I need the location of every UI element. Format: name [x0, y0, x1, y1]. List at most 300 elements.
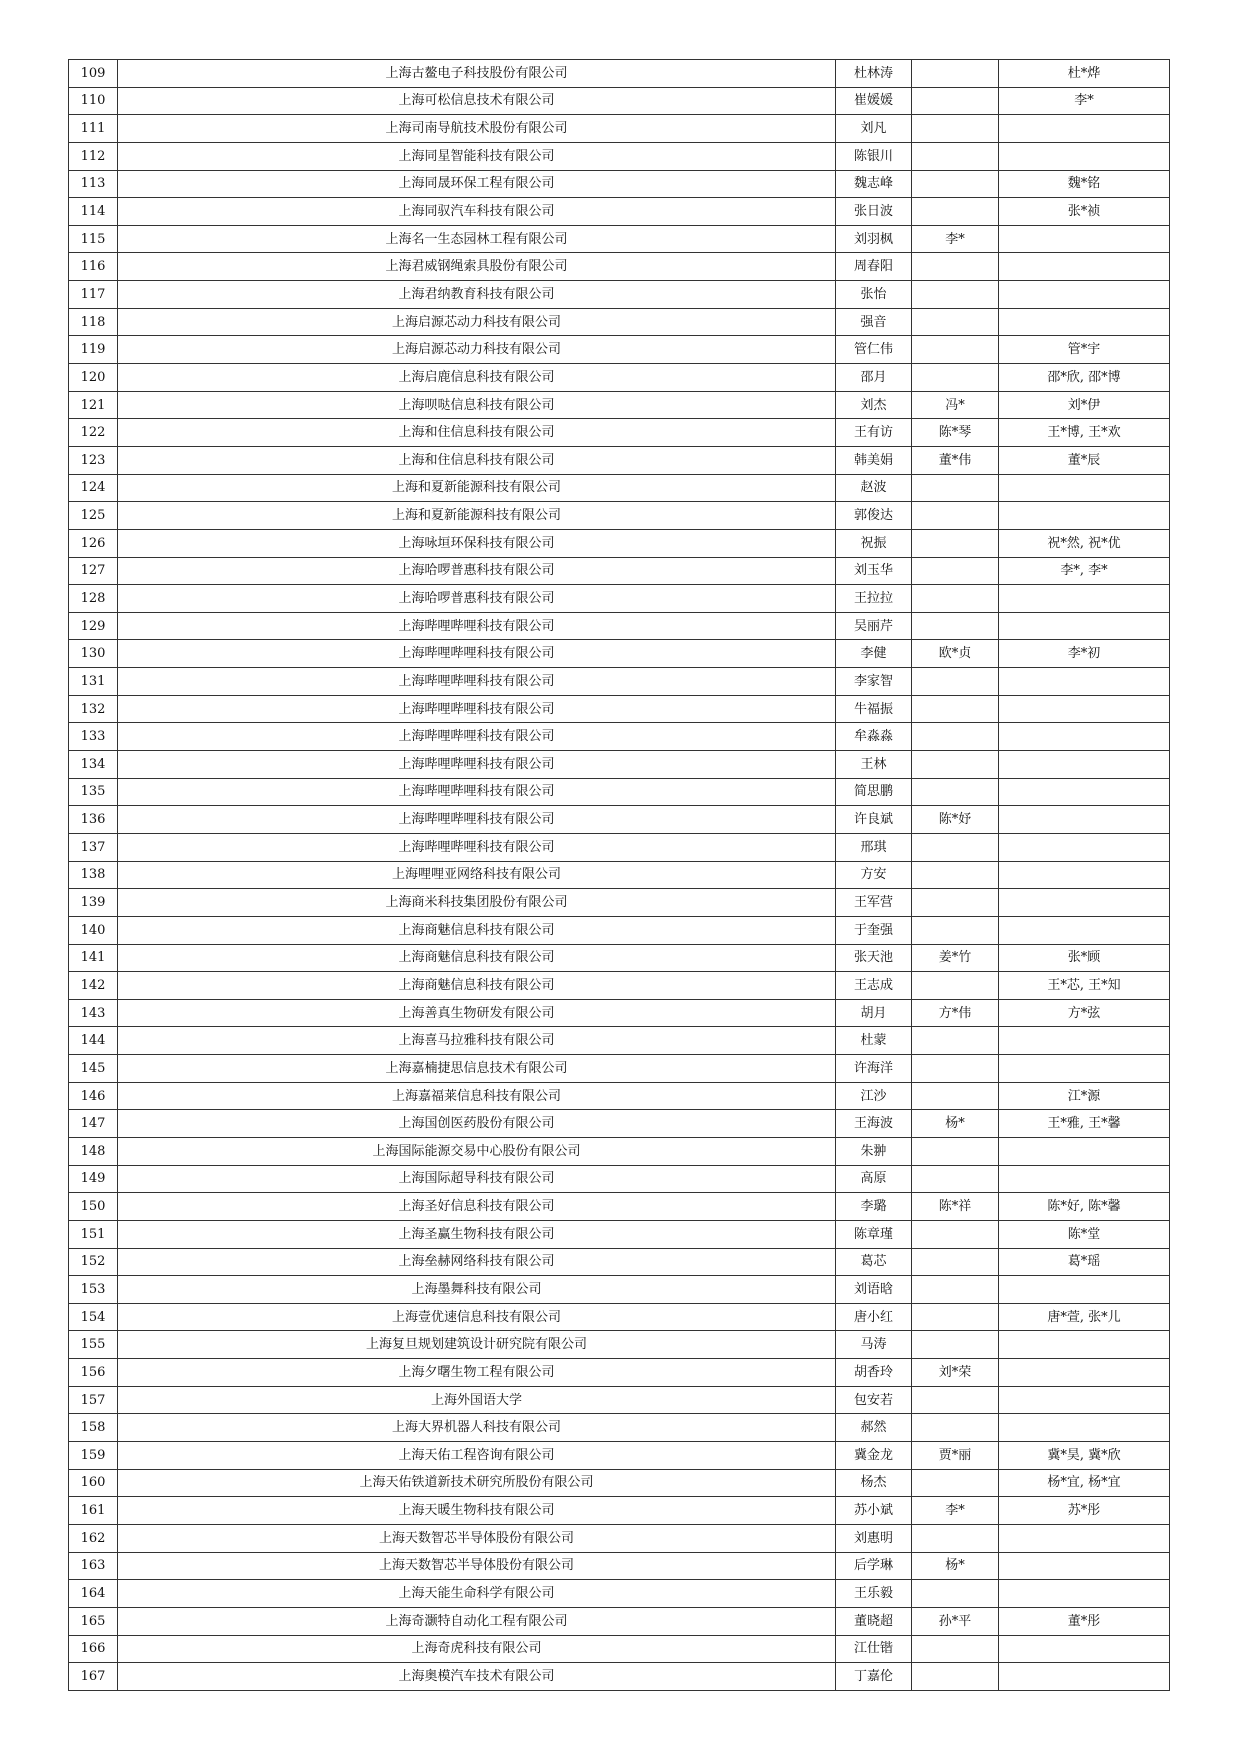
company-name-cell: 上海垒赫网络科技有限公司: [118, 1248, 836, 1276]
child-name-cell: [999, 1663, 1170, 1691]
person-name-cell: 邢琪: [836, 833, 912, 861]
company-name-cell: 上海夕曙生物工程有限公司: [118, 1359, 836, 1387]
spouse-name-cell: [912, 1414, 999, 1442]
row-number-cell: 111: [69, 115, 118, 143]
table-row: [69, 1635, 1170, 1663]
person-name-cell: 李璐: [836, 1193, 912, 1221]
person-name-cell: 杜蒙: [836, 1027, 912, 1055]
company-name-cell: 上海商魅信息科技有限公司: [118, 916, 836, 944]
row-number-cell: 130: [69, 640, 118, 668]
spouse-name-cell: [912, 253, 999, 281]
person-name-cell: 吴丽芹: [836, 612, 912, 640]
row-number-cell: 147: [69, 1110, 118, 1138]
table-row: [69, 1524, 1170, 1552]
table-row: [69, 1607, 1170, 1635]
table-row: [69, 999, 1170, 1027]
company-name-cell: 上海复旦规划建筑设计研究院有限公司: [118, 1331, 836, 1359]
company-name-cell: 上海哔哩哔哩科技有限公司: [118, 640, 836, 668]
row-number-cell: 155: [69, 1331, 118, 1359]
company-name-cell: 上海古鳌电子科技股份有限公司: [118, 60, 836, 88]
child-name-cell: 葛*瑶: [999, 1248, 1170, 1276]
person-name-cell: 葛芯: [836, 1248, 912, 1276]
spouse-name-cell: [912, 861, 999, 889]
company-name-cell: 上海商魅信息科技有限公司: [118, 944, 836, 972]
spouse-name-cell: [912, 1635, 999, 1663]
child-name-cell: 王*雅, 王*馨: [999, 1110, 1170, 1138]
spouse-name-cell: [912, 889, 999, 917]
company-name-cell: 上海哔哩哔哩科技有限公司: [118, 723, 836, 751]
table-row: [69, 833, 1170, 861]
person-name-cell: 王志成: [836, 972, 912, 1000]
child-name-cell: 陈*好, 陈*馨: [999, 1193, 1170, 1221]
table-row: [69, 198, 1170, 226]
row-number-cell: 112: [69, 142, 118, 170]
table-row: [69, 1331, 1170, 1359]
roster-table-body: [69, 60, 1170, 1691]
spouse-name-cell: [912, 1469, 999, 1497]
table-row: [69, 806, 1170, 834]
child-name-cell: [999, 668, 1170, 696]
spouse-name-cell: [912, 668, 999, 696]
person-name-cell: 丁嘉伦: [836, 1663, 912, 1691]
table-row: [69, 861, 1170, 889]
table-row: [69, 585, 1170, 613]
child-name-cell: 董*辰: [999, 446, 1170, 474]
spouse-name-cell: [912, 612, 999, 640]
spouse-name-cell: [912, 1165, 999, 1193]
company-name-cell: 上海哈啰普惠科技有限公司: [118, 557, 836, 585]
person-name-cell: 冀金龙: [836, 1442, 912, 1470]
spouse-name-cell: [912, 778, 999, 806]
person-name-cell: 郝然: [836, 1414, 912, 1442]
company-name-cell: 上海喜马拉雅科技有限公司: [118, 1027, 836, 1055]
company-name-cell: 上海和夏新能源科技有限公司: [118, 474, 836, 502]
company-name-cell: 上海天佑工程咨询有限公司: [118, 1442, 836, 1470]
child-name-cell: 王*博, 王*欢: [999, 419, 1170, 447]
spouse-name-cell: [912, 364, 999, 392]
person-name-cell: 韩美娟: [836, 446, 912, 474]
person-name-cell: 李家智: [836, 668, 912, 696]
table-row: [69, 1552, 1170, 1580]
row-number-cell: 124: [69, 474, 118, 502]
company-name-cell: 上海名一生态园林工程有限公司: [118, 225, 836, 253]
row-number-cell: 115: [69, 225, 118, 253]
child-name-cell: [999, 115, 1170, 143]
spouse-name-cell: [912, 695, 999, 723]
row-number-cell: 127: [69, 557, 118, 585]
child-name-cell: 苏*彤: [999, 1497, 1170, 1525]
child-name-cell: 杜*烨: [999, 60, 1170, 88]
child-name-cell: [999, 1635, 1170, 1663]
row-number-cell: 143: [69, 999, 118, 1027]
child-name-cell: 张*祯: [999, 198, 1170, 226]
child-name-cell: [999, 833, 1170, 861]
child-name-cell: [999, 1524, 1170, 1552]
company-name-cell: 上海同星智能科技有限公司: [118, 142, 836, 170]
row-number-cell: 146: [69, 1082, 118, 1110]
row-number-cell: 142: [69, 972, 118, 1000]
row-number-cell: 162: [69, 1524, 118, 1552]
person-name-cell: 刘凡: [836, 115, 912, 143]
company-name-cell: 上海君威钢绳索具股份有限公司: [118, 253, 836, 281]
row-number-cell: 163: [69, 1552, 118, 1580]
spouse-name-cell: [912, 1137, 999, 1165]
row-number-cell: 164: [69, 1580, 118, 1608]
person-name-cell: 张怡: [836, 281, 912, 309]
child-name-cell: 魏*铭: [999, 170, 1170, 198]
row-number-cell: 141: [69, 944, 118, 972]
company-name-cell: 上海呗哒信息科技有限公司: [118, 391, 836, 419]
spouse-name-cell: [912, 1331, 999, 1359]
row-number-cell: 144: [69, 1027, 118, 1055]
person-name-cell: 许良斌: [836, 806, 912, 834]
company-name-cell: 上海奥模汽车技术有限公司: [118, 1663, 836, 1691]
row-number-cell: 145: [69, 1055, 118, 1083]
company-name-cell: 上海天数智芯半导体股份有限公司: [118, 1552, 836, 1580]
row-number-cell: 167: [69, 1663, 118, 1691]
table-row: [69, 529, 1170, 557]
person-name-cell: 强音: [836, 308, 912, 336]
table-row: [69, 170, 1170, 198]
company-name-cell: 上海哔哩哔哩科技有限公司: [118, 751, 836, 779]
person-name-cell: 高原: [836, 1165, 912, 1193]
table-row: [69, 1469, 1170, 1497]
company-name-cell: 上海圣好信息科技有限公司: [118, 1193, 836, 1221]
child-name-cell: [999, 1552, 1170, 1580]
row-number-cell: 119: [69, 336, 118, 364]
row-number-cell: 113: [69, 170, 118, 198]
child-name-cell: 方*弦: [999, 999, 1170, 1027]
row-number-cell: 140: [69, 916, 118, 944]
company-name-cell: 上海国创医药股份有限公司: [118, 1110, 836, 1138]
company-name-cell: 上海可松信息技术有限公司: [118, 87, 836, 115]
child-name-cell: 管*宇: [999, 336, 1170, 364]
person-name-cell: 刘玉华: [836, 557, 912, 585]
company-name-cell: 上海大界机器人科技有限公司: [118, 1414, 836, 1442]
person-name-cell: 许海洋: [836, 1055, 912, 1083]
company-name-cell: 上海哈啰普惠科技有限公司: [118, 585, 836, 613]
person-name-cell: 陈章瑾: [836, 1220, 912, 1248]
table-row: [69, 1193, 1170, 1221]
spouse-name-cell: [912, 751, 999, 779]
child-name-cell: [999, 806, 1170, 834]
table-row: [69, 474, 1170, 502]
child-name-cell: [999, 225, 1170, 253]
child-name-cell: 邵*欣, 邵*博: [999, 364, 1170, 392]
person-name-cell: 董晓超: [836, 1607, 912, 1635]
table-row: [69, 1497, 1170, 1525]
company-name-cell: 上海启源芯动力科技有限公司: [118, 336, 836, 364]
spouse-name-cell: 冯*: [912, 391, 999, 419]
person-name-cell: 刘语晗: [836, 1276, 912, 1304]
table-row: [69, 1386, 1170, 1414]
child-name-cell: 李*: [999, 87, 1170, 115]
person-name-cell: 杜林涛: [836, 60, 912, 88]
company-name-cell: 上海天暖生物科技有限公司: [118, 1497, 836, 1525]
person-name-cell: 江沙: [836, 1082, 912, 1110]
person-name-cell: 杨杰: [836, 1469, 912, 1497]
spouse-name-cell: [912, 1248, 999, 1276]
row-number-cell: 116: [69, 253, 118, 281]
company-name-cell: 上海启鹿信息科技有限公司: [118, 364, 836, 392]
table-row: [69, 142, 1170, 170]
person-name-cell: 陈银川: [836, 142, 912, 170]
company-name-cell: 上海奇虎科技有限公司: [118, 1635, 836, 1663]
child-name-cell: 李*, 李*: [999, 557, 1170, 585]
spouse-name-cell: [912, 170, 999, 198]
child-name-cell: [999, 281, 1170, 309]
company-name-cell: 上海国际能源交易中心股份有限公司: [118, 1137, 836, 1165]
company-name-cell: 上海奇灏特自动化工程有限公司: [118, 1607, 836, 1635]
table-row: [69, 557, 1170, 585]
roster-table: [68, 59, 1170, 1691]
row-number-cell: 153: [69, 1276, 118, 1304]
person-name-cell: 郭俊达: [836, 502, 912, 530]
row-number-cell: 148: [69, 1137, 118, 1165]
spouse-name-cell: [912, 1580, 999, 1608]
person-name-cell: 张天池: [836, 944, 912, 972]
row-number-cell: 161: [69, 1497, 118, 1525]
row-number-cell: 138: [69, 861, 118, 889]
row-number-cell: 136: [69, 806, 118, 834]
spouse-name-cell: [912, 142, 999, 170]
child-name-cell: 王*芯, 王*知: [999, 972, 1170, 1000]
spouse-name-cell: 陈*妤: [912, 806, 999, 834]
table-row: [69, 308, 1170, 336]
company-name-cell: 上海嘉楠捷思信息技术有限公司: [118, 1055, 836, 1083]
table-row: [69, 1110, 1170, 1138]
person-name-cell: 于奎强: [836, 916, 912, 944]
person-name-cell: 苏小斌: [836, 1497, 912, 1525]
person-name-cell: 刘杰: [836, 391, 912, 419]
row-number-cell: 132: [69, 695, 118, 723]
child-name-cell: [999, 585, 1170, 613]
spouse-name-cell: [912, 723, 999, 751]
person-name-cell: 魏志峰: [836, 170, 912, 198]
child-name-cell: 祝*然, 祝*优: [999, 529, 1170, 557]
table-row: [69, 446, 1170, 474]
person-name-cell: 马涛: [836, 1331, 912, 1359]
company-name-cell: 上海哩哩亚网络科技有限公司: [118, 861, 836, 889]
row-number-cell: 126: [69, 529, 118, 557]
spouse-name-cell: 李*: [912, 1497, 999, 1525]
person-name-cell: 刘惠明: [836, 1524, 912, 1552]
row-number-cell: 129: [69, 612, 118, 640]
row-number-cell: 118: [69, 308, 118, 336]
table-row: [69, 1303, 1170, 1331]
table-row: [69, 1220, 1170, 1248]
spouse-name-cell: [912, 60, 999, 88]
row-number-cell: 134: [69, 751, 118, 779]
child-name-cell: 刘*伊: [999, 391, 1170, 419]
table-row: [69, 1137, 1170, 1165]
child-name-cell: [999, 1055, 1170, 1083]
person-name-cell: 王乐毅: [836, 1580, 912, 1608]
company-name-cell: 上海嘉福莱信息科技有限公司: [118, 1082, 836, 1110]
company-name-cell: 上海哔哩哔哩科技有限公司: [118, 695, 836, 723]
spouse-name-cell: 刘*荣: [912, 1359, 999, 1387]
person-name-cell: 王林: [836, 751, 912, 779]
person-name-cell: 牛福振: [836, 695, 912, 723]
spouse-name-cell: [912, 833, 999, 861]
spouse-name-cell: 孙*平: [912, 1607, 999, 1635]
table-row: [69, 87, 1170, 115]
child-name-cell: [999, 1386, 1170, 1414]
company-name-cell: 上海墨舞科技有限公司: [118, 1276, 836, 1304]
child-name-cell: [999, 751, 1170, 779]
table-row: [69, 253, 1170, 281]
row-number-cell: 123: [69, 446, 118, 474]
person-name-cell: 周春阳: [836, 253, 912, 281]
company-name-cell: 上海善真生物研发有限公司: [118, 999, 836, 1027]
child-name-cell: [999, 695, 1170, 723]
child-name-cell: [999, 861, 1170, 889]
spouse-name-cell: [912, 1082, 999, 1110]
spouse-name-cell: [912, 585, 999, 613]
person-name-cell: 后学琳: [836, 1552, 912, 1580]
spouse-name-cell: 杨*: [912, 1552, 999, 1580]
table-row: [69, 944, 1170, 972]
spouse-name-cell: [912, 529, 999, 557]
spouse-name-cell: [912, 557, 999, 585]
child-name-cell: [999, 723, 1170, 751]
person-name-cell: 唐小红: [836, 1303, 912, 1331]
company-name-cell: 上海哔哩哔哩科技有限公司: [118, 612, 836, 640]
spouse-name-cell: [912, 1386, 999, 1414]
child-name-cell: [999, 1359, 1170, 1387]
row-number-cell: 114: [69, 198, 118, 226]
child-name-cell: [999, 1276, 1170, 1304]
spouse-name-cell: [912, 87, 999, 115]
child-name-cell: [999, 502, 1170, 530]
spouse-name-cell: 贾*丽: [912, 1442, 999, 1470]
row-number-cell: 166: [69, 1635, 118, 1663]
company-name-cell: 上海国际超导科技有限公司: [118, 1165, 836, 1193]
company-name-cell: 上海和住信息科技有限公司: [118, 446, 836, 474]
child-name-cell: [999, 1027, 1170, 1055]
child-name-cell: 杨*宜, 杨*宜: [999, 1469, 1170, 1497]
spouse-name-cell: [912, 198, 999, 226]
table-row: [69, 1027, 1170, 1055]
table-row: [69, 1165, 1170, 1193]
spouse-name-cell: 方*伟: [912, 999, 999, 1027]
person-name-cell: 牟淼淼: [836, 723, 912, 751]
person-name-cell: 李健: [836, 640, 912, 668]
row-number-cell: 160: [69, 1469, 118, 1497]
spouse-name-cell: 董*伟: [912, 446, 999, 474]
company-name-cell: 上海哔哩哔哩科技有限公司: [118, 778, 836, 806]
person-name-cell: 王军营: [836, 889, 912, 917]
child-name-cell: [999, 1414, 1170, 1442]
table-row: [69, 115, 1170, 143]
company-name-cell: 上海商魅信息科技有限公司: [118, 972, 836, 1000]
spouse-name-cell: [912, 1055, 999, 1083]
person-name-cell: 管仁伟: [836, 336, 912, 364]
table-row: [69, 419, 1170, 447]
spouse-name-cell: [912, 281, 999, 309]
company-name-cell: 上海商米科技集团股份有限公司: [118, 889, 836, 917]
person-name-cell: 王有访: [836, 419, 912, 447]
row-number-cell: 152: [69, 1248, 118, 1276]
company-name-cell: 上海哔哩哔哩科技有限公司: [118, 668, 836, 696]
row-number-cell: 135: [69, 778, 118, 806]
table-row: [69, 336, 1170, 364]
table-row: [69, 612, 1170, 640]
company-name-cell: 上海圣赢生物科技有限公司: [118, 1220, 836, 1248]
spouse-name-cell: [912, 1027, 999, 1055]
company-name-cell: 上海天能生命科学有限公司: [118, 1580, 836, 1608]
spouse-name-cell: 陈*祥: [912, 1193, 999, 1221]
company-name-cell: 上海天佑铁道新技术研究所股份有限公司: [118, 1469, 836, 1497]
row-number-cell: 149: [69, 1165, 118, 1193]
row-number-cell: 165: [69, 1607, 118, 1635]
table-row: [69, 751, 1170, 779]
table-row: [69, 1082, 1170, 1110]
row-number-cell: 133: [69, 723, 118, 751]
table-row: [69, 502, 1170, 530]
table-row: [69, 281, 1170, 309]
spouse-name-cell: 李*: [912, 225, 999, 253]
person-name-cell: 崔媛媛: [836, 87, 912, 115]
row-number-cell: 109: [69, 60, 118, 88]
spouse-name-cell: 陈*琴: [912, 419, 999, 447]
child-name-cell: 唐*萱, 张*儿: [999, 1303, 1170, 1331]
company-name-cell: 上海哔哩哔哩科技有限公司: [118, 833, 836, 861]
child-name-cell: 董*彤: [999, 1607, 1170, 1635]
table-row: [69, 695, 1170, 723]
child-name-cell: 冀*昊, 冀*欣: [999, 1442, 1170, 1470]
spouse-name-cell: 欧*贞: [912, 640, 999, 668]
row-number-cell: 122: [69, 419, 118, 447]
table-row: [69, 1359, 1170, 1387]
person-name-cell: 方安: [836, 861, 912, 889]
row-number-cell: 120: [69, 364, 118, 392]
company-name-cell: 上海君纳教育科技有限公司: [118, 281, 836, 309]
table-row: [69, 1055, 1170, 1083]
child-name-cell: [999, 253, 1170, 281]
child-name-cell: [999, 474, 1170, 502]
company-name-cell: 上海同晟环保工程有限公司: [118, 170, 836, 198]
row-number-cell: 154: [69, 1303, 118, 1331]
table-row: [69, 364, 1170, 392]
row-number-cell: 151: [69, 1220, 118, 1248]
spouse-name-cell: [912, 1276, 999, 1304]
row-number-cell: 158: [69, 1414, 118, 1442]
company-name-cell: 上海咏垣环保科技有限公司: [118, 529, 836, 557]
child-name-cell: [999, 889, 1170, 917]
table-row: [69, 1414, 1170, 1442]
table-row: [69, 60, 1170, 88]
row-number-cell: 150: [69, 1193, 118, 1221]
child-name-cell: [999, 916, 1170, 944]
person-name-cell: 张日波: [836, 198, 912, 226]
row-number-cell: 159: [69, 1442, 118, 1470]
person-name-cell: 胡香玲: [836, 1359, 912, 1387]
person-name-cell: 包安若: [836, 1386, 912, 1414]
spouse-name-cell: [912, 502, 999, 530]
table-row: [69, 972, 1170, 1000]
table-row: [69, 889, 1170, 917]
company-name-cell: 上海启源芯动力科技有限公司: [118, 308, 836, 336]
table-row: [69, 1276, 1170, 1304]
person-name-cell: 江仕锴: [836, 1635, 912, 1663]
row-number-cell: 139: [69, 889, 118, 917]
table-row: [69, 640, 1170, 668]
company-name-cell: 上海和夏新能源科技有限公司: [118, 502, 836, 530]
spouse-name-cell: 杨*: [912, 1110, 999, 1138]
person-name-cell: 简思鹏: [836, 778, 912, 806]
table-row: [69, 778, 1170, 806]
